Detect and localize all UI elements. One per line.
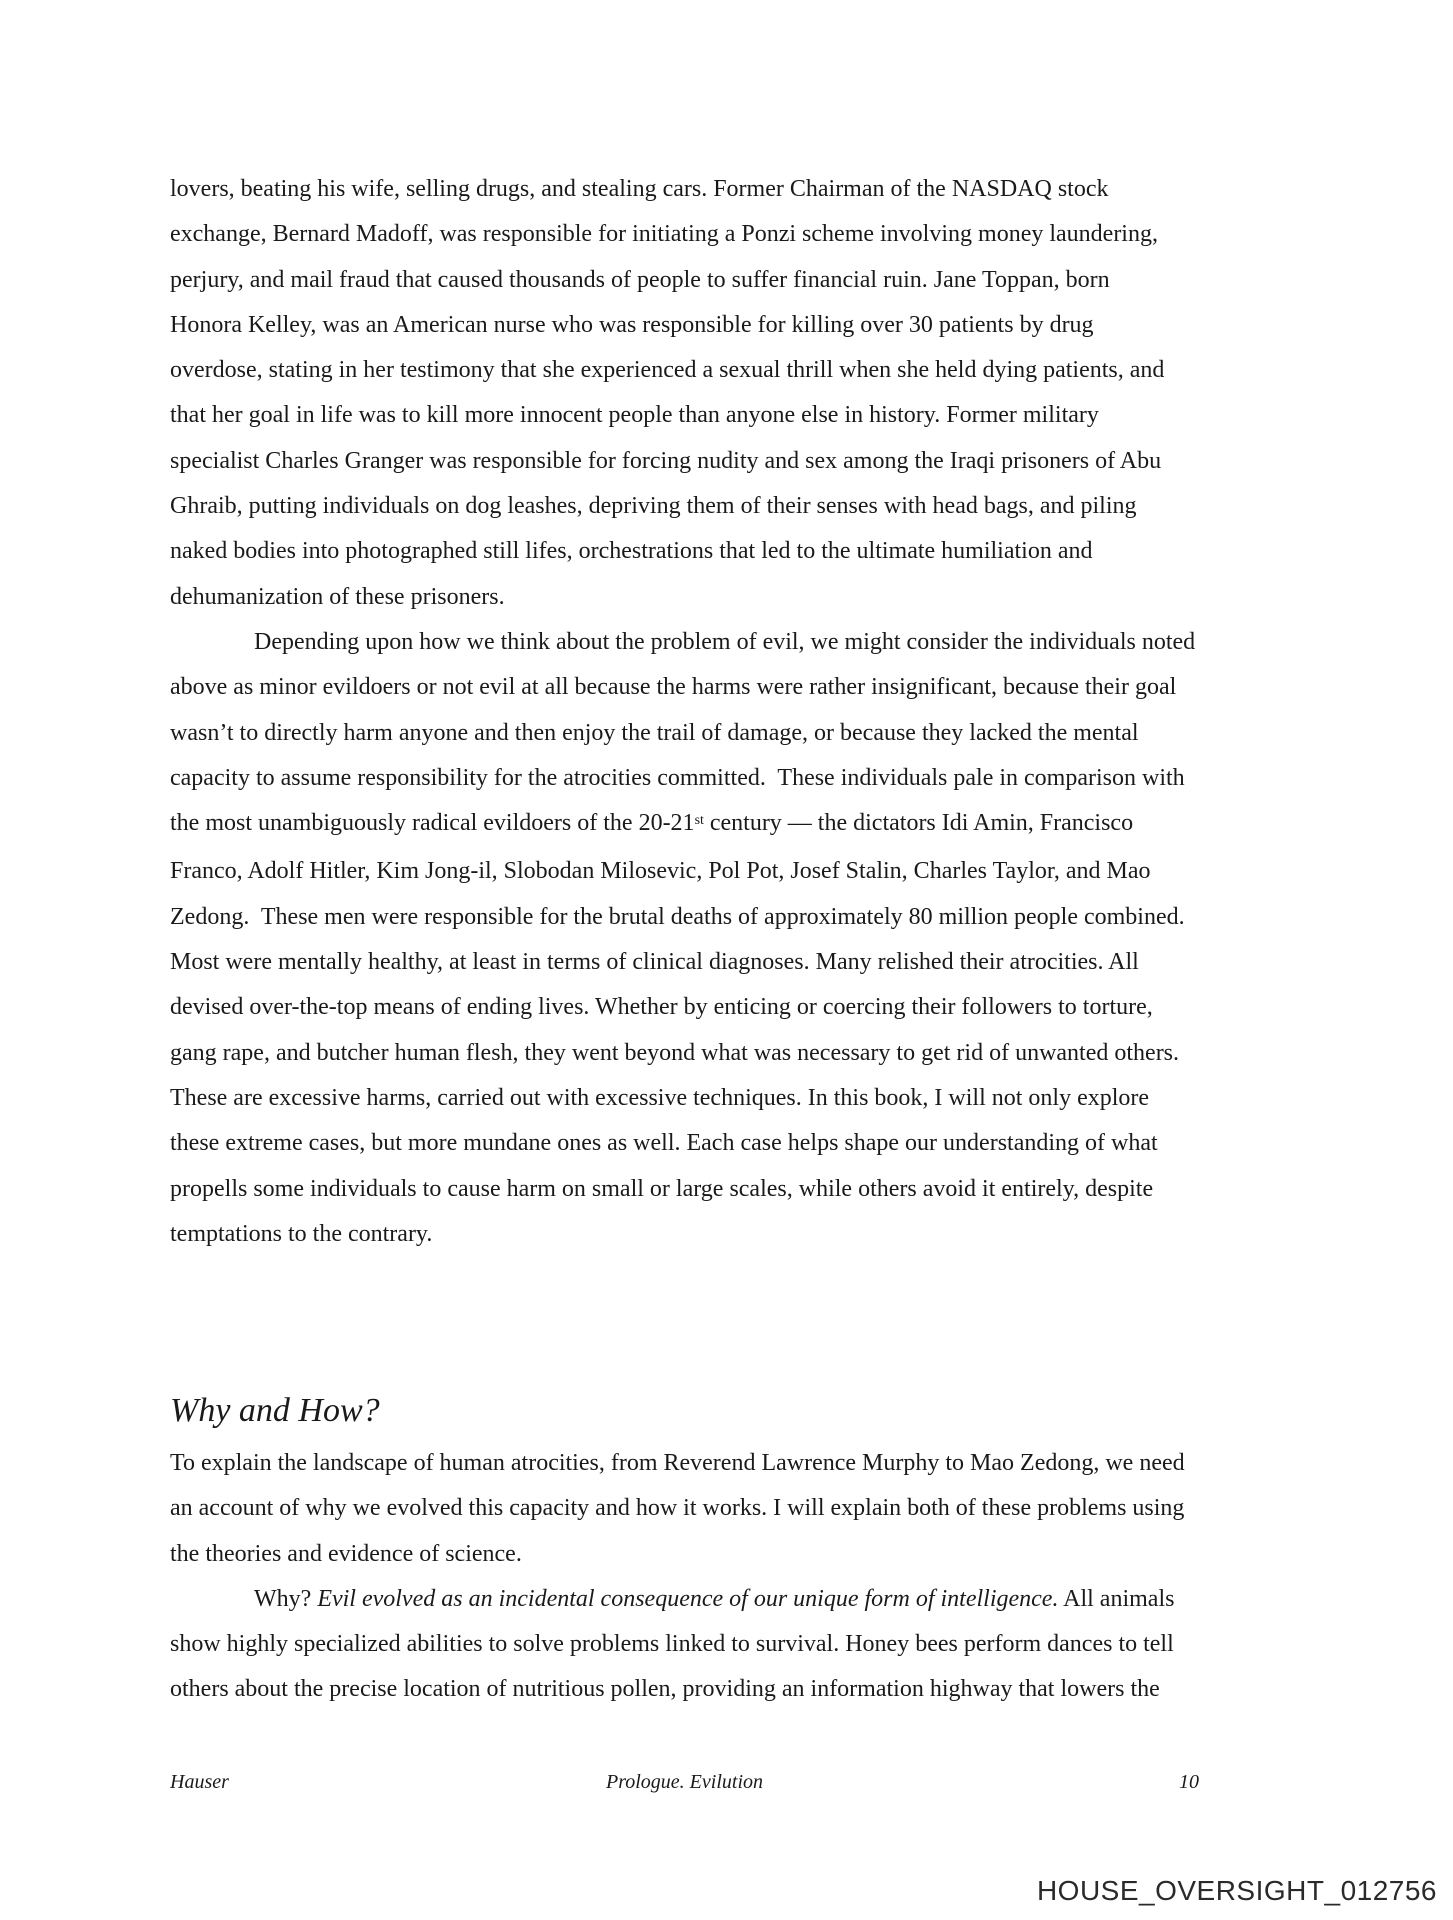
body-line: [170, 212, 1310, 257]
text-segment: Most were mentally healthy, at least in terms of clinical diagnoses. Many relished their atrocities. All: [170, 949, 1139, 976]
footer-page-number: 10: [1179, 1771, 1199, 1793]
text-segment: temptations to the contrary.: [170, 1220, 433, 1247]
body-line: [170, 393, 1310, 438]
text-segment: century — the dictators Idi Amin, Francisco: [703, 810, 1134, 837]
body-line: [170, 1121, 1310, 1166]
body-line: [170, 348, 1310, 393]
bates-stamp: HOUSE_OVERSIGHT_012756: [1036, 1875, 1437, 1906]
text-segment: Ghraib, putting individuals on dog leashes, depriving them of their senses with head bags, and piling: [170, 493, 1137, 520]
body-line: [170, 1076, 1310, 1121]
text-segment: dehumanization of these prisoners.: [170, 583, 505, 610]
text-segment: specialist Charles Granger was responsible for forcing nudity and sex among the Iraqi prisoners of Abu: [170, 447, 1162, 474]
text-segment: lovers, beating his wife, selling drugs, and stealing cars. Former Chairman of the NASDAQ stock: [170, 176, 1109, 202]
page-footer: [170, 1769, 1199, 1795]
body-line: [170, 801, 1310, 849]
body-line: [170, 1622, 1310, 1667]
text-segment: show highly specialized abilities to solve problems linked to survival. Honey bees perform dances to tell: [170, 1631, 1174, 1658]
body-line: [170, 895, 1310, 940]
text-segment: To explain the landscape of human atrocities, from Reverend Lawrence Murphy to Mao Zedong, we need: [170, 1450, 1185, 1476]
body-line: [170, 1031, 1310, 1076]
text-segment: Zedong. These men were responsible for the brutal deaths of approximately 80 million people combined.: [170, 903, 1185, 930]
text-segment: Depending upon how we think about the problem of evil, we might consider the individuals noted: [254, 628, 1196, 655]
text-segment: the most unambiguously radical evildoers of the 20-21: [170, 810, 695, 837]
body-line: [170, 484, 1310, 529]
text-segment: st: [694, 812, 704, 828]
section-heading: Why and How?: [170, 1392, 380, 1429]
text-segment: Evil evolved as an incidental consequence of our unique form of intelligence.: [317, 1585, 1059, 1612]
body-line: [170, 1532, 1310, 1577]
body-text-block-bottom: [170, 1441, 1310, 1713]
text-segment: All animals: [1058, 1585, 1175, 1612]
body-line: [170, 711, 1310, 756]
body-line: [170, 1441, 1310, 1486]
footer-chapter-title: Prologue. Evilution: [605, 1771, 764, 1793]
footer-author: Hauser: [170, 1771, 229, 1793]
text-segment: Why?: [254, 1585, 318, 1612]
body-line: [170, 985, 1310, 1030]
body-line: [170, 1212, 1310, 1257]
text-segment: Franco, Adolf Hitler, Kim Jong-il, Slobodan Milosevic, Pol Pot, Josef Stalin, Charles Taylor, and Mao: [170, 858, 1151, 885]
text-segment: naked bodies into photographed still lifes, orchestrations that led to the ultimate humiliation and: [170, 538, 1093, 565]
text-segment: that her goal in life was to kill more innocent people than anyone else in history. Former military: [170, 402, 1099, 429]
body-line: [170, 1577, 1310, 1622]
text-segment: an account of why we evolved this capacity and how it works. I will explain both of these problems using: [170, 1495, 1185, 1522]
text-segment: these extreme cases, but more mundane ones as well. Each case helps shape our understanding of what: [170, 1130, 1158, 1157]
body-line: [170, 167, 1310, 212]
body-line: [170, 1667, 1310, 1712]
text-segment: exchange, Bernard Madoff, was responsible for initiating a Ponzi scheme involving money laundering,: [170, 221, 1158, 248]
body-line: [170, 665, 1310, 710]
text-segment: Honora Kelley, was an American nurse who was responsible for killing over 30 patients by drug: [170, 311, 1094, 338]
text-segment: above as minor evildoers or not evil at all because the harms were rather insignificant, because their goal: [170, 674, 1177, 701]
body-line: [170, 1486, 1310, 1531]
text-segment: others about the precise location of nutritious pollen, providing an information highway that lowers the: [170, 1676, 1160, 1703]
text-segment: These are excessive harms, carried out with excessive techniques. In this book, I will not only explore: [170, 1084, 1150, 1111]
text-segment: the theories and evidence of science.: [170, 1540, 522, 1567]
body-line: [170, 529, 1310, 574]
body-text-block-top: [170, 167, 1310, 1257]
body-line: [170, 849, 1310, 894]
body-line: [170, 303, 1310, 348]
body-line: [170, 439, 1310, 484]
text-segment: capacity to assume responsibility for the atrocities committed. These individuals pale in comparison with: [170, 764, 1185, 791]
body-line: [170, 1167, 1310, 1212]
text-segment: gang rape, and butcher human flesh, they went beyond what was necessary to get rid of unwanted others.: [170, 1039, 1180, 1066]
body-line: [170, 756, 1310, 801]
text-segment: propells some individuals to cause harm on small or large scales, while others avoid it entirely, despite: [170, 1175, 1154, 1202]
text-segment: devised over-the-top means of ending lives. Whether by enticing or coercing their followers to torture,: [170, 994, 1153, 1021]
text-segment: perjury, and mail fraud that caused thousands of people to suffer financial ruin. Jane Toppan, born: [170, 266, 1110, 293]
body-line: [170, 940, 1310, 985]
body-line: [170, 258, 1310, 303]
body-line: [170, 620, 1310, 665]
text-segment: wasn’t to directly harm anyone and then enjoy the trail of damage, or because they lacked the mental: [170, 719, 1139, 746]
body-line: [170, 575, 1310, 620]
text-segment: overdose, stating in her testimony that she experienced a sexual thrill when she held dying patients, and: [170, 357, 1165, 384]
